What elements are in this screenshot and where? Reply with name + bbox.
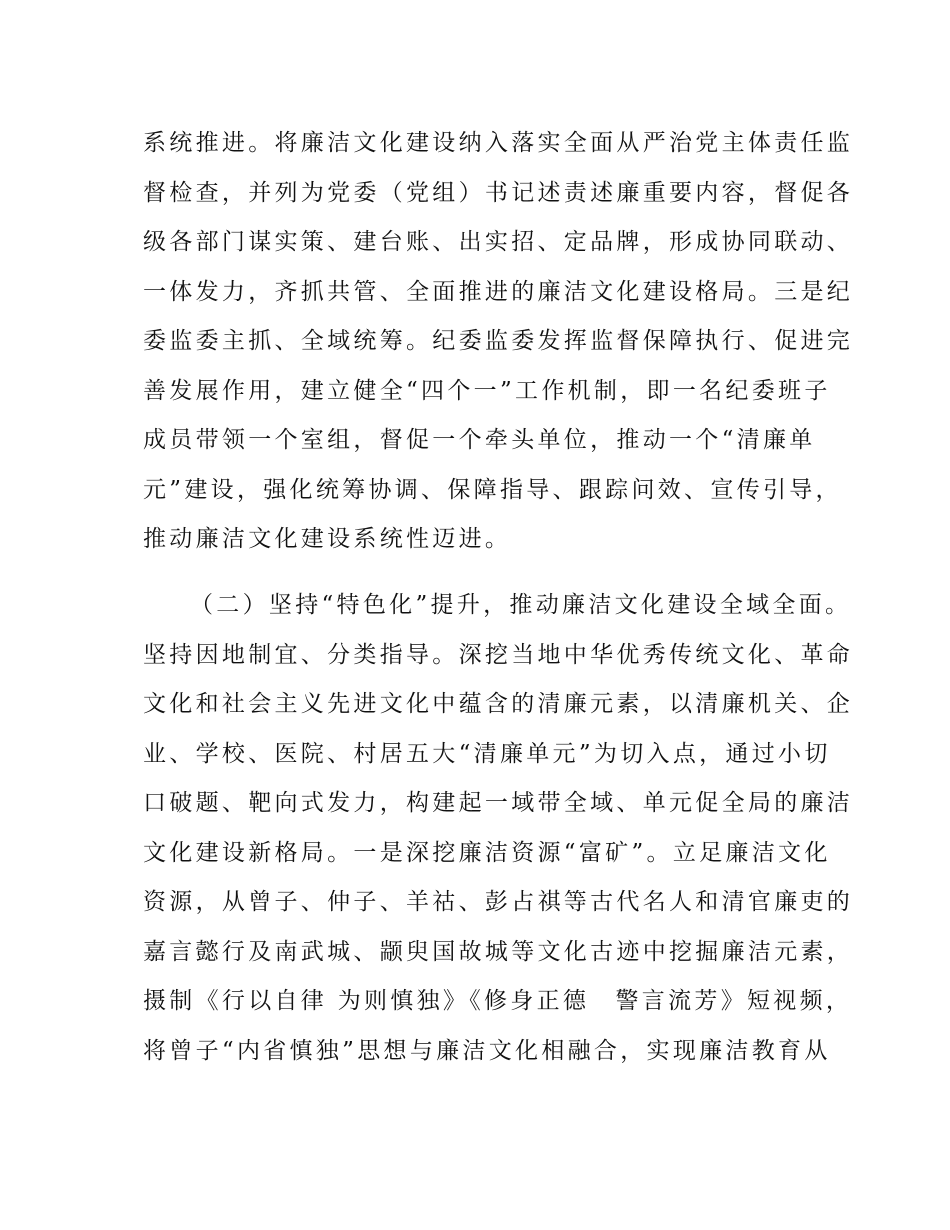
text-line-19: 将曾子“内省慎独”思想与廉洁文化相融合，实现廉洁教育从 (143, 1038, 831, 1064)
text-line-13: 业、学校、医院、村居五大“清廉单元”为切入点，通过小切 (143, 741, 831, 767)
text-line-16: 资源，从曾子、仲子、羊祜、彭占祺等古代名人和清官廉吏的 (143, 889, 854, 915)
text-line-17: 嘉言懿行及南武城、颛臾国故城等文化古迹中挖掘廉洁元素， (143, 939, 854, 965)
text-line-9: 推动廉洁文化建设系统性迈进。 (143, 526, 512, 552)
text-line-14: 口破题、靶向式发力，构建起一域带全域、单元促全局的廉洁 (143, 790, 854, 816)
text-line-15: 文化建设新格局。一是深挖廉洁资源“富矿”。立足廉洁文化 (143, 840, 831, 866)
text-line-3: 级各部门谋实策、建台账、出实招、定品牌，形成协同联动、 (143, 229, 854, 255)
text-line-4: 一体发力，齐抓共管、全面推进的廉洁文化建设格局。三是纪 (143, 279, 854, 305)
text-line-2: 督检查，并列为党委（党组）书记述责述廉重要内容，督促各 (143, 180, 854, 206)
text-line-7: 成员带领一个室组，督促一个牵头单位，推动一个“清廉单 (143, 427, 816, 453)
text-line-11: 坚持因地制宜、分类指导。深挖当地中华优秀传统文化、革命 (143, 642, 854, 668)
text-line-5: 委监委主抓、全域统筹。纪委监委发挥监督保障执行、促进完 (143, 328, 854, 354)
text-line-18: 摄制《行以自律 为则慎独》《修身正德 警言流芳》短视频， (143, 988, 853, 1014)
text-line-6: 善发展作用，建立健全“四个一”工作机制，即一名纪委班子 (143, 378, 831, 404)
section-heading-line: （二）坚持“特色化”提升，推动廉洁文化建设全域全面。 (190, 592, 852, 618)
text-line-12: 文化和社会主义先进文化中蕴含的清廉元素，以清廉机关、企 (143, 691, 854, 717)
text-line-8: 元”建设，强化统筹协调、保障指导、跟踪问效、宣传引导， (143, 477, 842, 503)
text-line-1: 系统推进。将廉洁文化建设纳入落实全面从严治党主体责任监 (143, 130, 854, 156)
